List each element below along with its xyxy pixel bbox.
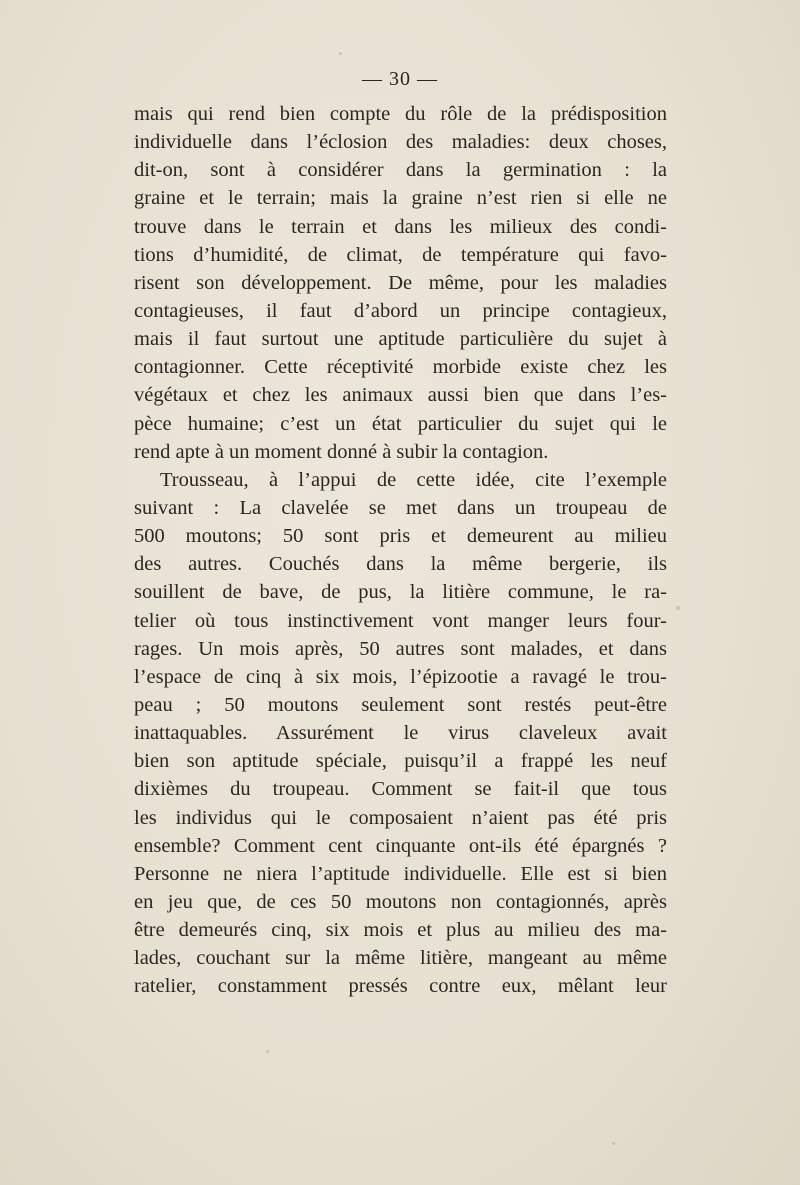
- text-line: souillent de bave, de pus, la litière commune, le ra-: [134, 581, 667, 604]
- text-line: lades, couchant sur la même litière, mangeant au même: [134, 947, 667, 970]
- text-line: dit-on, sont à considérer dans la germination : la: [134, 159, 667, 182]
- paper-speck: [339, 52, 342, 55]
- text-line: végétaux et chez les animaux aussi bien que dans l’es-: [134, 384, 667, 407]
- text-line: individuelle dans l’éclosion des maladies: deux choses,: [134, 131, 667, 154]
- text-line: ratelier, constamment pressés contre eux, mêlant leur: [134, 975, 667, 998]
- text-line: contagieuses, il faut d’abord un principe contagieux,: [134, 299, 667, 322]
- text-line: les individus qui le composaient n’aient pas été pris: [134, 806, 667, 829]
- text-line: des autres. Couchés dans la même bergerie, ils: [134, 553, 667, 576]
- text-line: pèce humaine; c’est un état particulier du sujet qui le: [134, 412, 667, 435]
- text-line: bien son aptitude spéciale, puisqu’il a frappé les neuf: [134, 750, 667, 773]
- text-line: en jeu que, de ces 50 moutons non contagionnés, après: [134, 890, 667, 913]
- text-line: inattaquables. Assurément le virus claveleux avait: [134, 722, 667, 745]
- paper-speck: [676, 606, 680, 610]
- text-line: rages. Un mois après, 50 autres sont malades, et dans: [134, 637, 667, 660]
- text-line: Personne ne niera l’aptitude individuelle. Elle est si bien: [134, 862, 667, 885]
- paper-speck: [612, 1142, 615, 1145]
- text-line: graine et le terrain; mais la graine n’est rien si elle ne: [134, 187, 667, 210]
- paragraph-end-line: rend apte à un moment donné à subir la contagion.: [134, 440, 549, 463]
- text-line: dixièmes du troupeau. Comment se fait-il que tous: [134, 778, 667, 801]
- text-line: tions d’humidité, de climat, de température qui favo-: [134, 243, 667, 266]
- text-line: contagionner. Cette réceptivité morbide existe chez les: [134, 356, 667, 379]
- body-text: [134, 100, 667, 1001]
- text-line: 500 moutons; 50 sont pris et demeurent au milieu: [134, 525, 667, 548]
- text-line: risent son développement. De même, pour les maladies: [134, 271, 667, 294]
- text-line: suivant : La clavelée se met dans un troupeau de: [134, 496, 667, 519]
- text-line: mais il faut surtout une aptitude particulière du sujet à: [134, 328, 667, 351]
- text-line: mais qui rend bien compte du rôle de la prédisposition: [134, 103, 667, 125]
- text-line: l’espace de cinq à six mois, l’épizootie a ravagé le trou-: [134, 665, 667, 688]
- text-line: peau ; 50 moutons seulement sont restés peut-être: [134, 693, 667, 716]
- page-number: — 30 —: [362, 68, 438, 90]
- text-line: trouve dans le terrain et dans les milieux des condi-: [134, 215, 667, 238]
- paper-speck: [266, 1050, 269, 1053]
- paragraph-start-line: Trousseau, à l’appui de cette idée, cite l’exemple: [160, 468, 667, 491]
- text-line: ensemble? Comment cent cinquante ont-ils été épargnés ?: [134, 834, 667, 857]
- text-line: telier où tous instinctivement vont manger leurs four-: [134, 609, 667, 632]
- text-line: être demeurés cinq, six mois et plus au milieu des ma-: [134, 919, 667, 942]
